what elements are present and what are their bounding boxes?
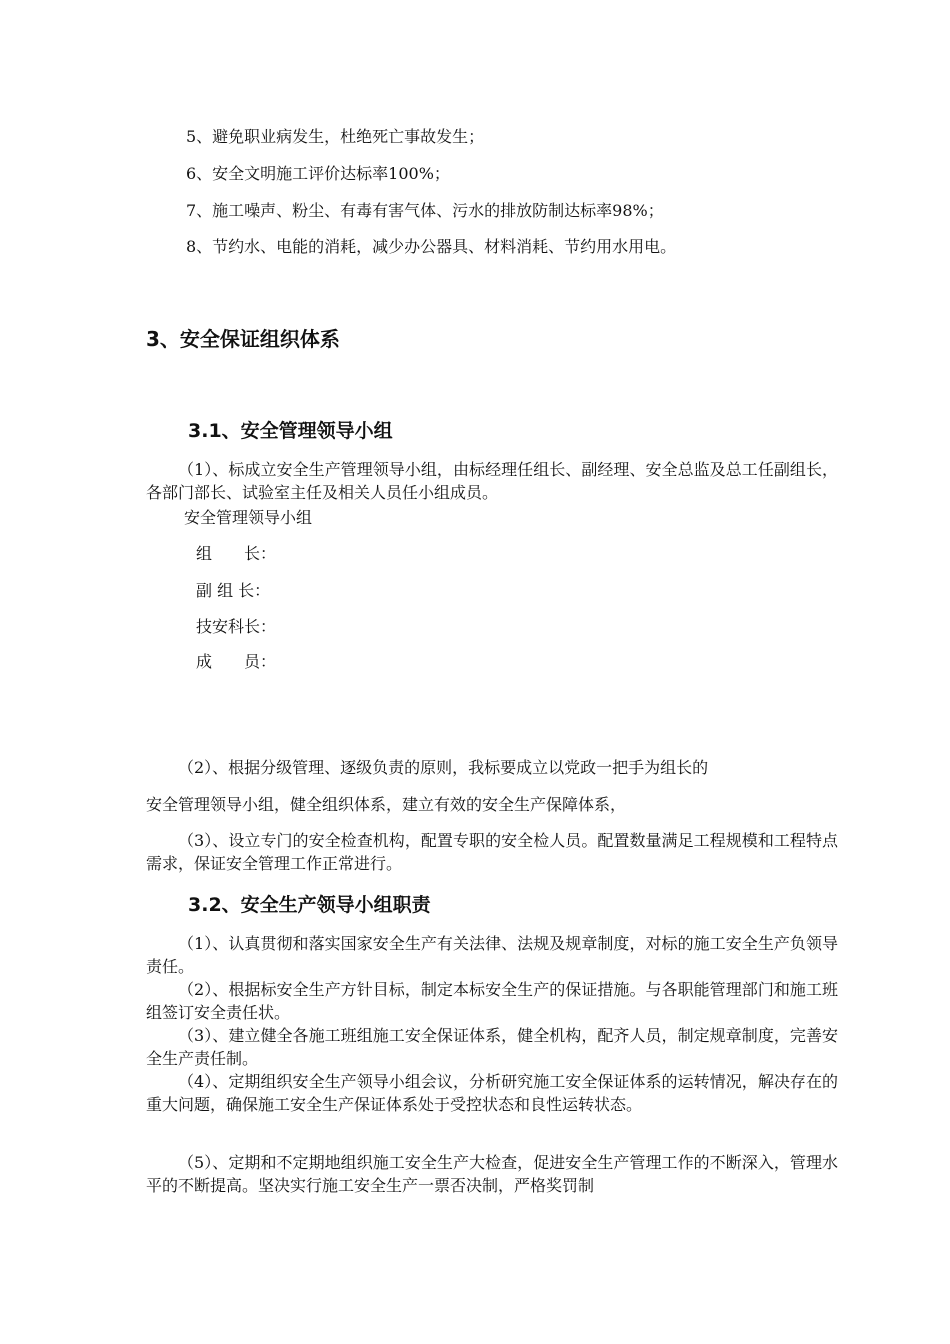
section-3-1-paragraph-2-line-2: 安全管理领导小组，健全组织体系，建立有效的安全生产保障体系， <box>146 795 627 814</box>
goal-item-8: 8、节约水、电能的消耗，减少办公器具、材料消耗、节约用水用电。 <box>186 237 677 256</box>
section-3-2-paragraph-3: （3）、建立健全各施工班组施工安全保证体系，健全机构，配齐人员，制定规章制度，完善安全生产责任制。 <box>146 1026 838 1068</box>
section-3-2-paragraph-2: （2）、根据标安全生产方针目标，制定本标安全生产的保证措施。与各职能管理部门和施工班组签订安全责任状。 <box>146 980 838 1022</box>
goal-item-5: 5、避免职业病发生，杜绝死亡事故发生； <box>186 127 485 146</box>
group-label: 安全管理领导小组 <box>184 508 313 527</box>
section-3-1-heading: 3.1、安全管理领导小组 <box>188 420 393 442</box>
section-3-1-paragraph-1: （1）、标成立安全生产管理领导小组，由标经理任组长、副经理、安全总监及总工任副组长，各部门部长、试验室主任及相关人员任小组成员。 <box>146 460 838 502</box>
goal-item-7: 7、施工噪声、粉尘、有毒有害气体、污水的排放防制达标率98%； <box>186 201 664 220</box>
section-3-1-paragraph-2-line-1: （2）、根据分级管理、逐级负责的原则，我标要成立以党政一把手为组长的 <box>178 758 709 777</box>
member-deputy-leader: 副 组 长： <box>196 581 271 600</box>
member-safety-chief: 技安科长： <box>196 617 277 636</box>
member-members: 成 员： <box>196 652 277 671</box>
section-3-2-paragraph-4: （4）、定期组织安全生产领导小组会议，分析研究施工安全保证体系的运转情况，解决存在的重大问题，确保施工安全生产保证体系处于受控状态和良性运转状态。 <box>146 1072 838 1114</box>
goal-item-6: 6、安全文明施工评价达标率100%； <box>186 164 450 183</box>
member-leader: 组 长： <box>196 544 277 563</box>
section-3-heading: 3、安全保证组织体系 <box>146 327 340 351</box>
section-3-1-paragraph-3: （3）、设立专门的安全检查机构，配置专职的安全检人员。配置数量满足工程规模和工程特点需求，保证安全管理工作正常进行。 <box>146 831 838 873</box>
section-3-2-heading: 3.2、安全生产领导小组职责 <box>188 894 431 916</box>
section-3-2-paragraph-1: （1）、认真贯彻和落实国家安全生产有关法律、法规及规章制度，对标的施工安全生产负领导责任。 <box>146 934 838 976</box>
section-3-2-paragraph-5: （5）、定期和不定期地组织施工安全生产大检查，促进安全生产管理工作的不断深入，管理水平的不断提高。坚决实行施工安全生产一票否决制，严格奖罚制 <box>146 1153 838 1195</box>
